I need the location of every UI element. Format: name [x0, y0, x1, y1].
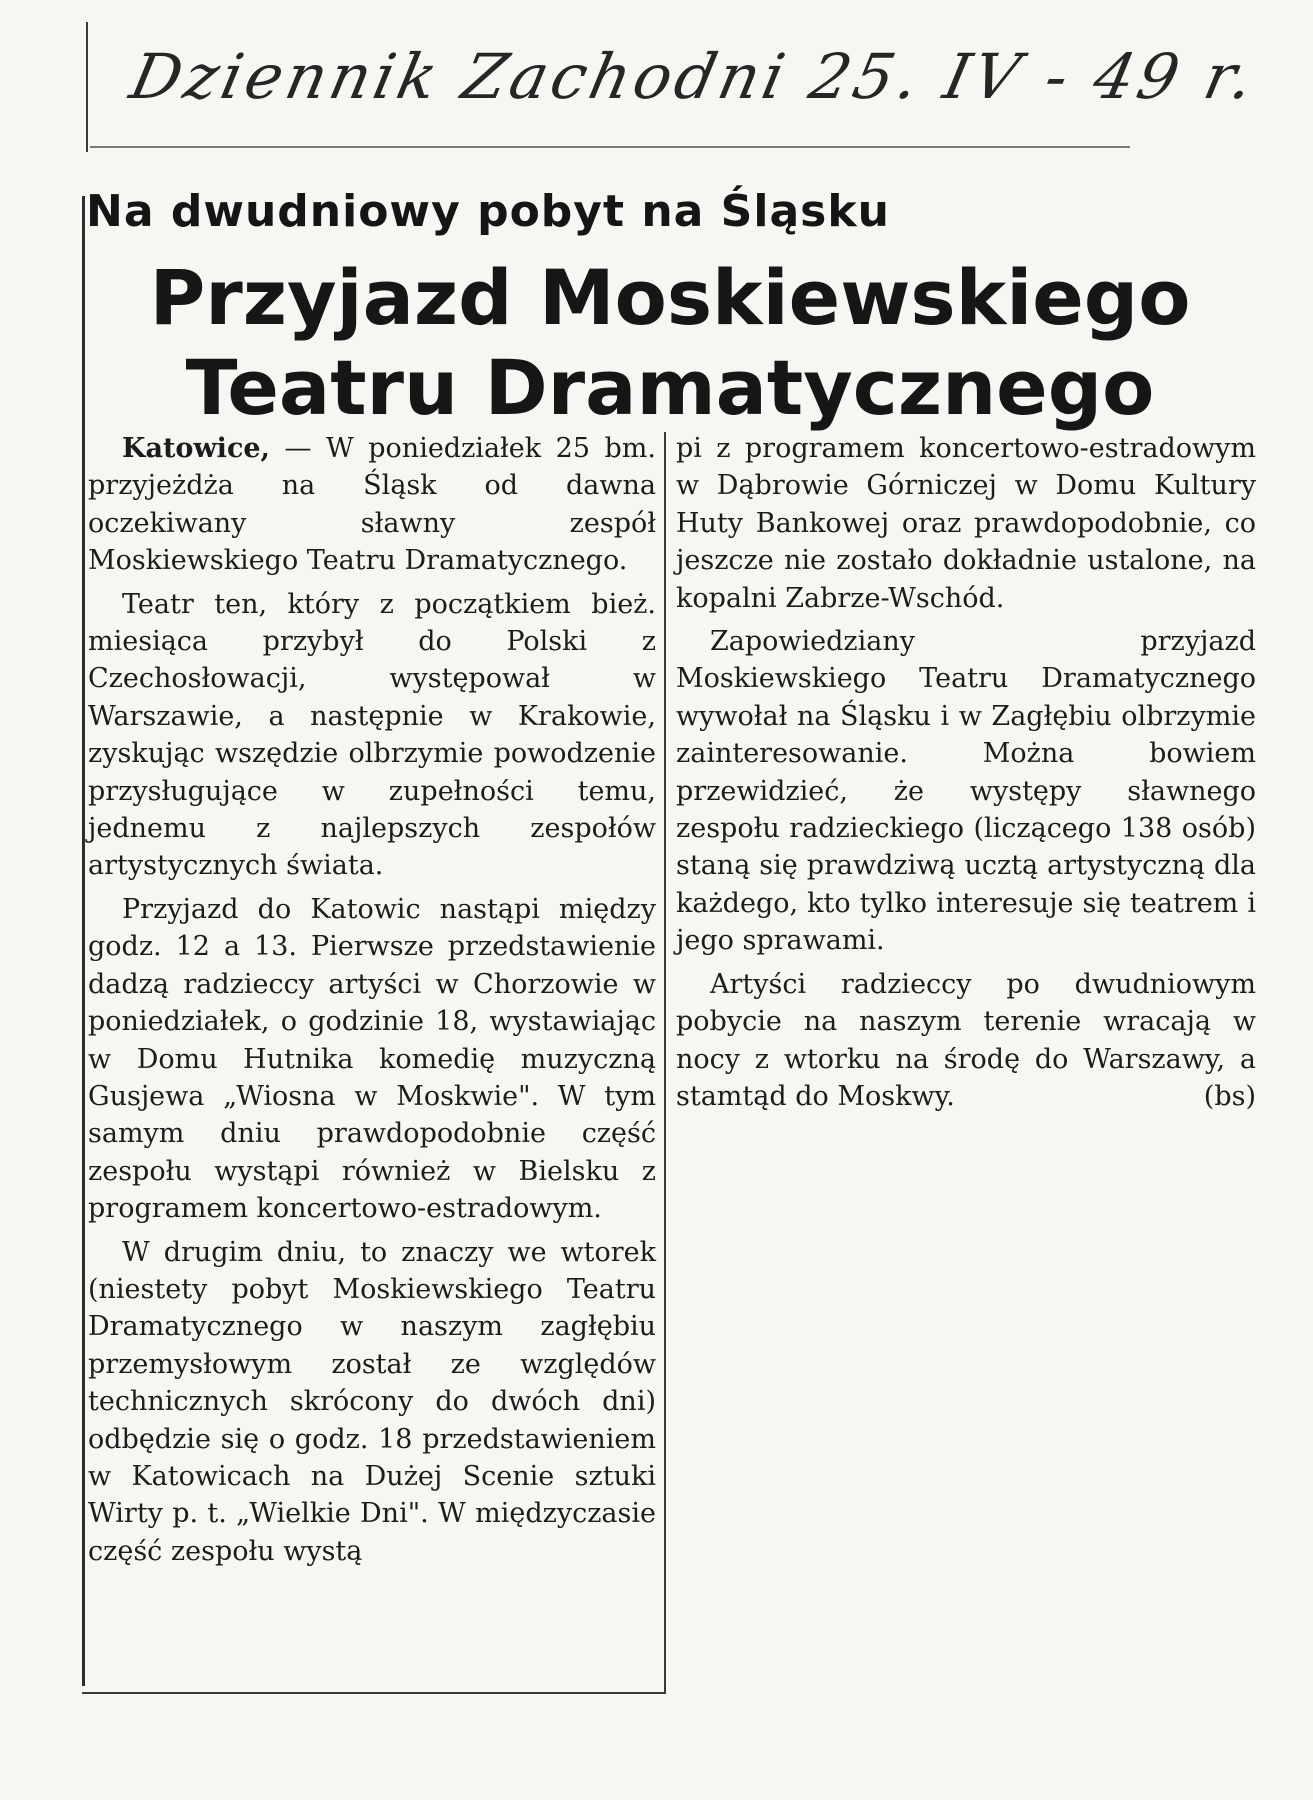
column-bottom-rule: [82, 1692, 666, 1694]
author-signature: (bs): [1203, 1080, 1256, 1112]
article-column-left: [88, 430, 656, 1576]
paragraph-7: [676, 966, 1256, 1116]
paragraph-4: W drugim dniu, to znaczy we wtorek (niestety pobyt Moskiewskiego Teatru Dramatycznego w naszym zagłębiu przemysłowym został ze względów technicznych skrócony do dwóch dni) odbędzie się o godz. 18 przedstawieniem w Katowicach na Dużej Scenie sztuki Wirty p. t. „Wielkie Dni". W międzyczasie część zespołu wystą: [88, 1236, 656, 1567]
headline-line-2: Teatru Dramatycznego: [185, 343, 1155, 432]
paragraph-7-text: Artyści radzieccy po dwudniowym pobycie na naszym terenie wracają w nocy z wtorku na środę do Warszawy, a stamtąd do Moskwy.: [676, 968, 1256, 1112]
paragraph-1-text: — W poniedziałek 25 bm. przyjeżdża na Śląsk od dawna oczekiwany sławny zespół Moskiewskiego Teatru Dramatycznego.: [88, 433, 656, 577]
article-column-right: [676, 430, 1256, 1121]
paragraph-5: pi z programem koncertowo-estradowym w Dąbrowie Górniczej w Domu Kultury Huty Bankowej oraz prawdopodobnie, co jeszcze nie zostało dokładnie ustalone, na kopalni Zabrze-Wschód.: [676, 433, 1256, 614]
headline-line-1: Przyjazd Moskiewskiego: [149, 253, 1191, 342]
margin-rule-top: [86, 22, 88, 152]
column-divider: [664, 432, 666, 1694]
dateline: Katowice,: [122, 433, 270, 464]
paragraph-1: [88, 430, 656, 580]
article-kicker: Na dwudniowy pobyt na Śląsku: [86, 186, 890, 237]
header-rule: [90, 146, 1130, 148]
handwritten-source-note: Dziennik Zachodni 25. IV - 49 r.: [124, 40, 1264, 113]
paragraph-6: Zapowiedziany przyjazd Moskiewskiego Teatru Dramatycznego wywołał na Śląsku i w Zagłębiu olbrzymie zainteresowanie. Można bowiem przewidzieć, że występy sławnego zespołu radzieckiego (liczącego 138 osób) staną się prawdziwą ucztą artystyczną dla każdego, kto tylko interesuje się teatrem i jego sprawami.: [676, 626, 1256, 957]
paragraph-3: Przyjazd do Katowic nastąpi między godz. 12 a 13. Pierwsze przedstawienie dadzą radzieccy artyści w Chorzowie w poniedziałek, o godzinie 18, wystawiając w Domu Hutnika komedię muzyczną Gusjewa „Wiosna w Moskwie". W tym samym dniu prawdopodobnie część zespołu wystąpi również w Bielsku z programem koncertowo-estradowym.: [88, 893, 656, 1225]
paragraph-2: Teatr ten, który z początkiem bież. miesiąca przybył do Polski z Czechosłowacji, występował w Warszawie, a następnie w Krakowie, zyskując wszędzie olbrzymie powodzenie przysługujące w zupełności temu, jednemu z najlepszych zespołów artystycznych świata.: [88, 588, 656, 882]
